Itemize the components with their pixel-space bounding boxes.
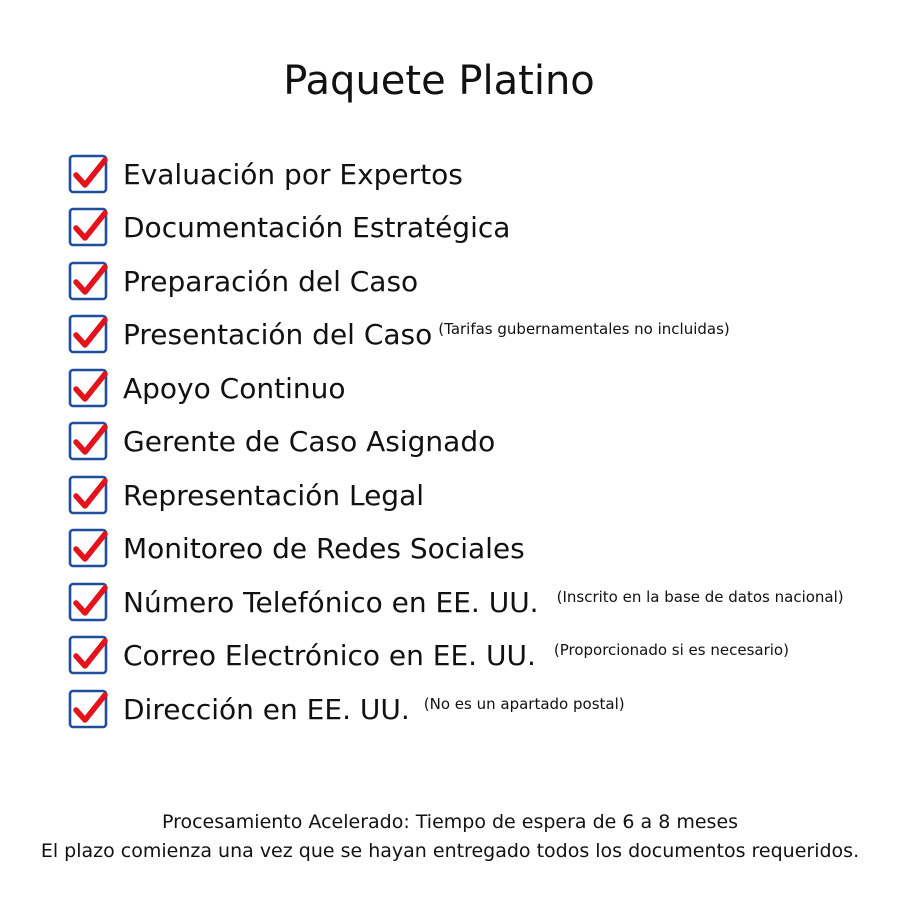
feature-label: Preparación del Caso — [123, 264, 419, 298]
processing-time-text: Procesamiento Acelerado: Tiempo de espera de 6 a 8 meses — [161, 811, 739, 833]
feature-label: Representación Legal — [123, 478, 425, 512]
checked-box-icon — [68, 154, 110, 196]
list-item — [68, 255, 888, 309]
feature-note: (Inscrito en la base de datos nacional) — [556, 587, 844, 606]
feature-note: (Tarifas gubernamentales no incluidas) — [438, 320, 730, 339]
checked-box-icon — [68, 261, 110, 303]
feature-label: Evaluación por Expertos — [123, 157, 463, 191]
feature-label: Monitoreo de Redes Sociales — [123, 532, 525, 566]
list-item — [68, 309, 888, 363]
list-item — [68, 683, 888, 737]
checked-box-icon — [68, 582, 110, 624]
checked-box-icon — [68, 368, 110, 410]
list-item — [68, 416, 888, 470]
feature-label: Dirección en EE. UU. — [123, 692, 410, 726]
processing-footer — [0, 808, 900, 866]
feature-note: (No es un apartado postal) — [423, 694, 625, 713]
checked-box-icon — [68, 421, 110, 463]
checked-box-icon — [68, 635, 110, 677]
feature-label: Número Telefónico en EE. UU. — [123, 585, 539, 619]
feature-note: (Proporcionado si es necesario) — [553, 641, 789, 660]
checked-box-icon — [68, 689, 110, 731]
feature-label: Gerente de Caso Asignado — [123, 425, 496, 459]
list-item — [68, 362, 888, 416]
checked-box-icon — [68, 475, 110, 517]
list-item — [68, 576, 888, 630]
checked-box-icon — [68, 207, 110, 249]
list-item — [68, 469, 888, 523]
feature-label: Documentación Estratégica — [123, 211, 511, 245]
list-item — [68, 523, 888, 577]
list-item — [68, 202, 888, 256]
list-item — [68, 630, 888, 684]
checked-box-icon — [68, 314, 110, 356]
timeline-note-text: El plazo comienza una vez que se hayan entregado todos los documentos requeridos. — [40, 840, 860, 862]
list-item — [68, 148, 888, 202]
page-title: Paquete Platino — [283, 58, 595, 104]
feature-label: Correo Electrónico en EE. UU. — [123, 639, 536, 673]
feature-label: Presentación del Caso — [123, 318, 433, 352]
checked-box-icon — [68, 528, 110, 570]
feature-list — [68, 148, 888, 737]
feature-label: Apoyo Continuo — [123, 371, 346, 405]
